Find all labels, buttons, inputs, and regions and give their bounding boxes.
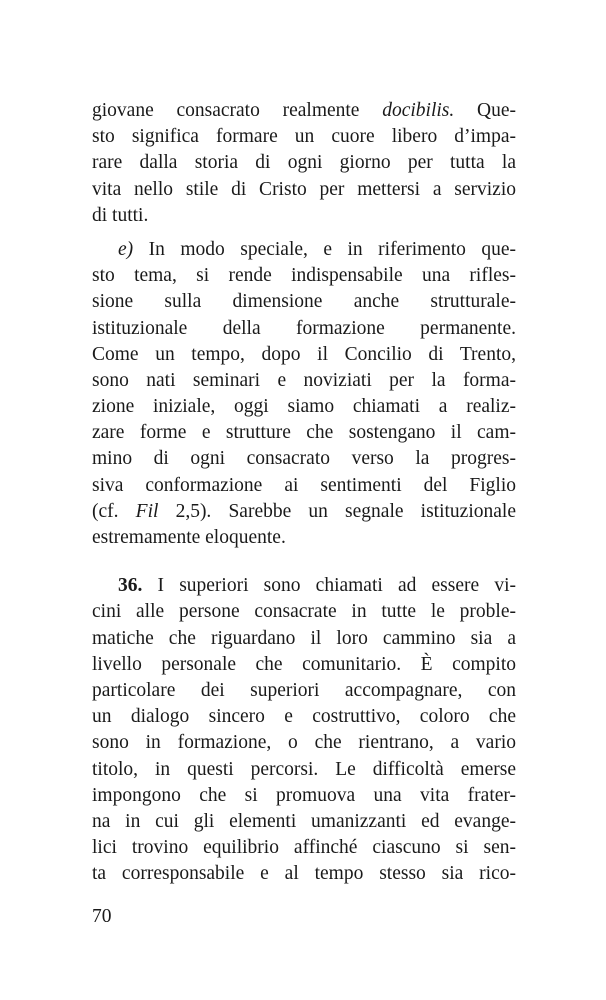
text-line: siva conformazione ai sentimenti del Figlio [92, 474, 516, 496]
text-line: sto tema, si rende indispensabile una rifles- [92, 265, 516, 287]
text-line: mino di ogni consacrato verso la progres- [92, 448, 516, 470]
text-line: un dialogo sincero e costruttivo, coloro che [92, 706, 516, 728]
text-line: matiche che riguardano il loro cammino sia a [92, 627, 516, 649]
text-span: (cf. [92, 500, 136, 522]
text-line: sono in formazione, o che rientrano, a vario [92, 732, 516, 754]
text-span: Que- [454, 100, 516, 121]
text-line: rare dalla storia di ogni giorno per tutta la [92, 152, 516, 174]
text-span: In modo speciale, e in riferimento que- [133, 238, 516, 260]
text-line: sione sulla dimensione anche strutturale- [92, 291, 516, 313]
section-number: 36. [118, 575, 143, 597]
text-line: ta corresponsabile e al tempo stesso sia rico- [92, 863, 516, 885]
text-line: na in cui gli elementi umanizzanti ed evange- [92, 810, 516, 832]
italic-term: docibilis. [382, 100, 455, 121]
paragraph-e [92, 237, 516, 551]
text-line: estremamente eloquente. [92, 527, 286, 548]
text-line: sono nati seminari e noviziati per la forma- [92, 369, 516, 391]
text-line: titolo, in questi percorsi. Le difficoltà emerse [92, 758, 516, 780]
text-span: 2,5). Sarebbe un segnale istituzionale [158, 500, 516, 522]
text-line: particolare dei superiori accompagnare, con [92, 679, 516, 701]
text-span: I superiori sono chiamati ad essere vi- [142, 575, 516, 597]
text-line [92, 237, 516, 263]
text-span: giovane consacrato realmente [92, 100, 383, 121]
text-line: di tutti. [92, 204, 149, 226]
text-line: cini alle persone consacrate in tutte le proble- [92, 601, 516, 623]
page-body [92, 98, 516, 887]
paragraph-continuation [92, 98, 516, 229]
text-line: lici trovino equilibrio affinché ciascuno si sen- [92, 837, 516, 859]
text-line: impongono che si promuova una vita frater- [92, 784, 516, 806]
text-line: zione iniziale, oggi siamo chiamati a realiz- [92, 396, 516, 418]
text-line: sto significa formare un cuore libero d’impa- [92, 126, 516, 148]
text-line [92, 573, 516, 599]
list-marker: e) [118, 238, 134, 260]
text-line [92, 499, 516, 525]
section-36 [92, 573, 516, 887]
text-line: Come un tempo, dopo il Concilio di Trento, [92, 343, 516, 365]
text-line: livello personale che comunitario. È compito [92, 653, 516, 675]
text-line: vita nello stile di Cristo per mettersi a servizio [92, 178, 516, 200]
page-number: 70 [92, 906, 112, 927]
text-line: zare forme e strutture che sostengano il cam- [92, 422, 516, 444]
text-line [92, 98, 516, 124]
text-line: istituzionale della formazione permanente. [92, 317, 516, 339]
citation-abbrev: Fil [135, 500, 159, 522]
